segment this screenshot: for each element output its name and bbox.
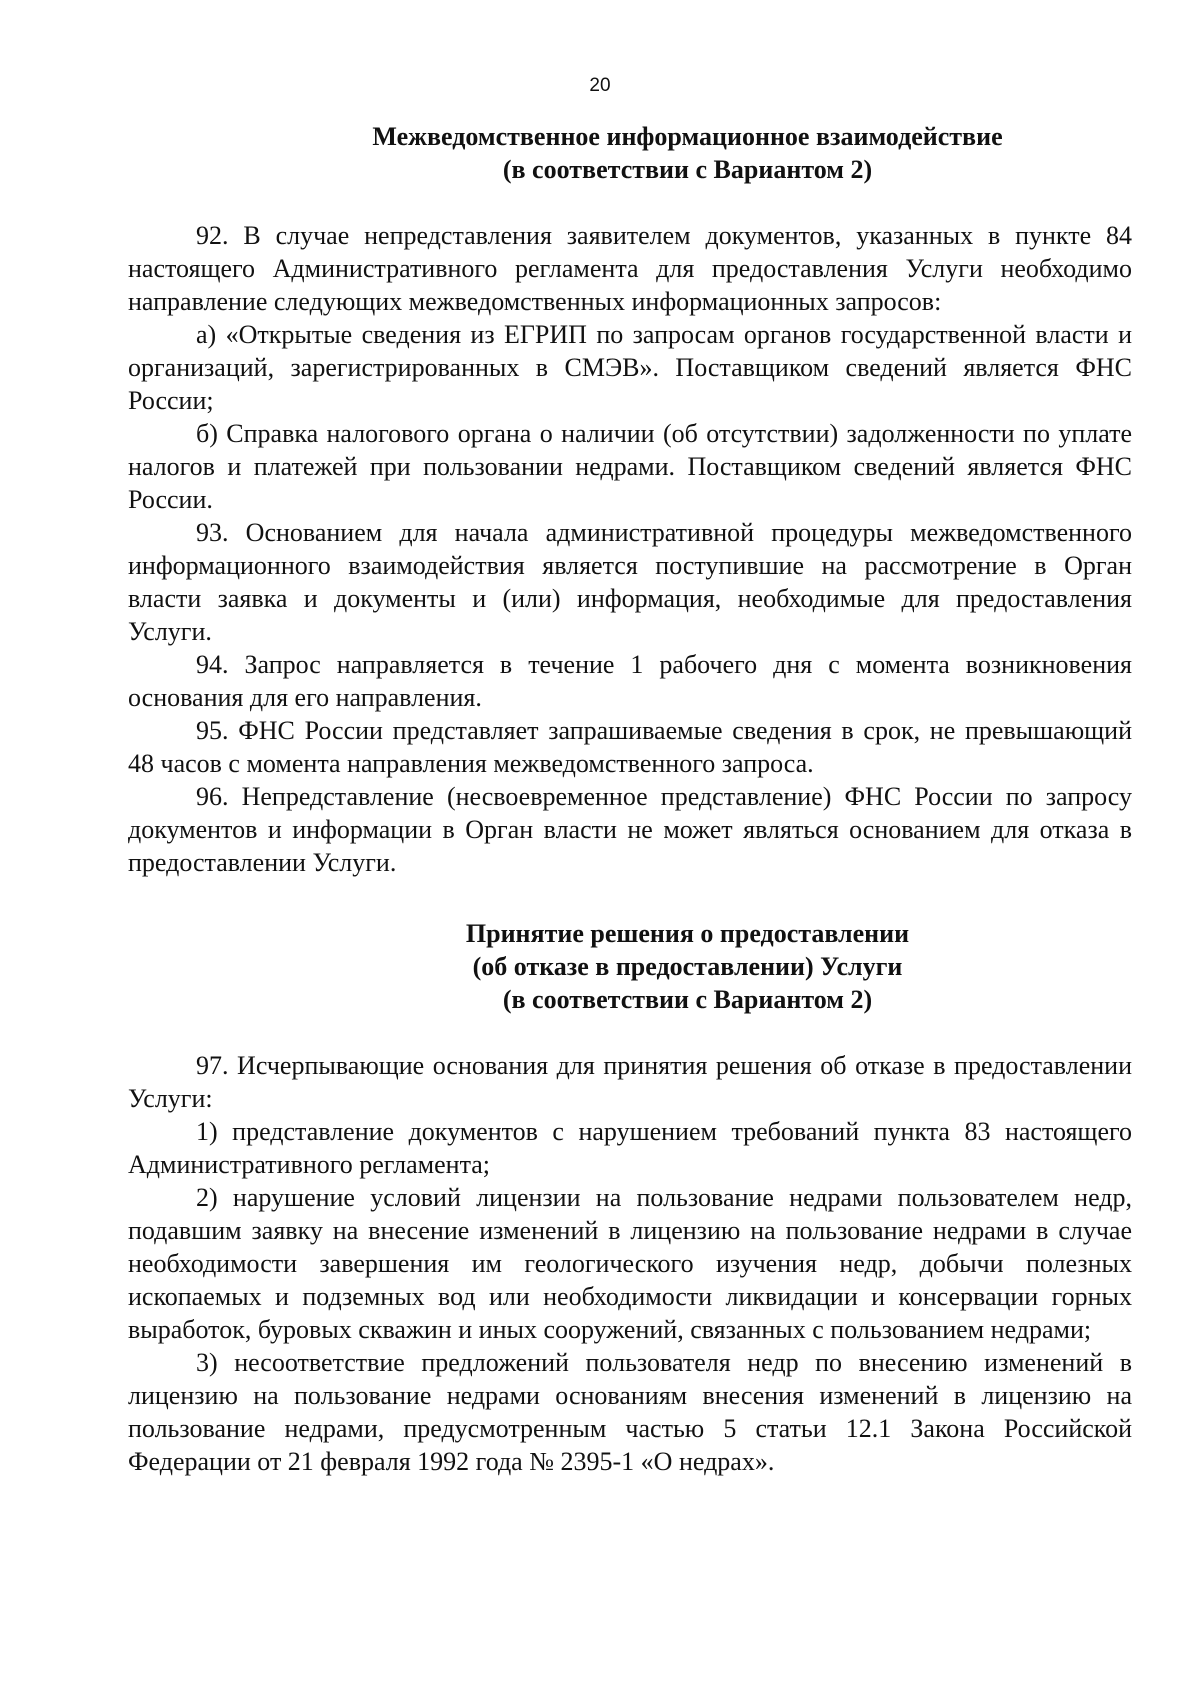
paragraph-93: 93. Основанием для начала административной процедуры межведомственного информационного взаимодействия является поступившие на рассмотрение в Орган власти заявка и документы и (или) информация, необходимые для предоставления Услуги. [128,518,1132,646]
paragraph-97-1: 1) представление документов с нарушением требований пункта 83 настоящего Административного регламента; [128,1117,1132,1179]
page-number: 20 [589,75,611,96]
heading-line: (в соответствии с Вариантом 2) [502,985,873,1014]
paragraph-92a: а) «Открытые сведения из ЕГРИП по запросам органов государственной власти и организаций, зарегистрированных в СМЭВ». Поставщиком сведений является ФНС России; [128,320,1132,415]
heading-line: Межведомственное информационное взаимодействие [372,122,1003,151]
document-body [128,120,1132,1478]
heading-line: (в соответствии с Вариантом 2) [502,155,873,184]
paragraph-92: 92. В случае непредставления заявителем документов, указанных в пункте 84 настоящего Административного регламента для предоставления Услуги необходимо направление следующих межведомственных информационных запросов: [128,221,1132,316]
heading-line: Принятие решения о предоставлении [465,919,910,948]
paragraph-97-3: 3) несоответствие предложений пользователя недр по внесению изменений в лицензию на пользование недрами основаниям внесения изменений в лицензию на пользование недрами, предусмотренным частью 5 статьи 12.1 Закона Российской Федерации от 21 февраля 1992 года № 2395-1 «О недрах». [128,1348,1132,1476]
paragraph-97-2: 2) нарушение условий лицензии на пользование недрами пользователем недр, подавшим заявку на внесение изменений в лицензию на пользование недрами в случае необходимости завершения им геологического изучения недр, добычи полезных ископаемых и подземных вод или необходимости ликвидации и консервации горных выработок, буровых скважин и иных сооружений, связанных с пользованием недрами; [128,1183,1132,1344]
section-heading-decision [243,917,1132,1016]
paragraph-96: 96. Непредставление (несвоевременное представление) ФНС России по запросу документов и информации в Орган власти не может являться основанием для отказа в предоставлении Услуги. [128,782,1132,877]
paragraph-92b: б) Справка налогового органа о наличии (об отсутствии) задолженности по уплате налогов и платежей при пользовании недрами. Поставщиком сведений является ФНС России. [128,419,1132,514]
paragraph-97: 97. Исчерпывающие основания для принятия решения об отказе в предоставлении Услуги: [128,1051,1132,1113]
paragraph-95: 95. ФНС России представляет запрашиваемые сведения в срок, не превышающий 48 часов с момента направления межведомственного запроса. [128,716,1132,778]
paragraph-94: 94. Запрос направляется в течение 1 рабочего дня с момента возникновения основания для его направления. [128,650,1132,712]
heading-line: (об отказе в предоставлении) Услуги [472,952,903,981]
section-heading-interagency [243,120,1132,186]
